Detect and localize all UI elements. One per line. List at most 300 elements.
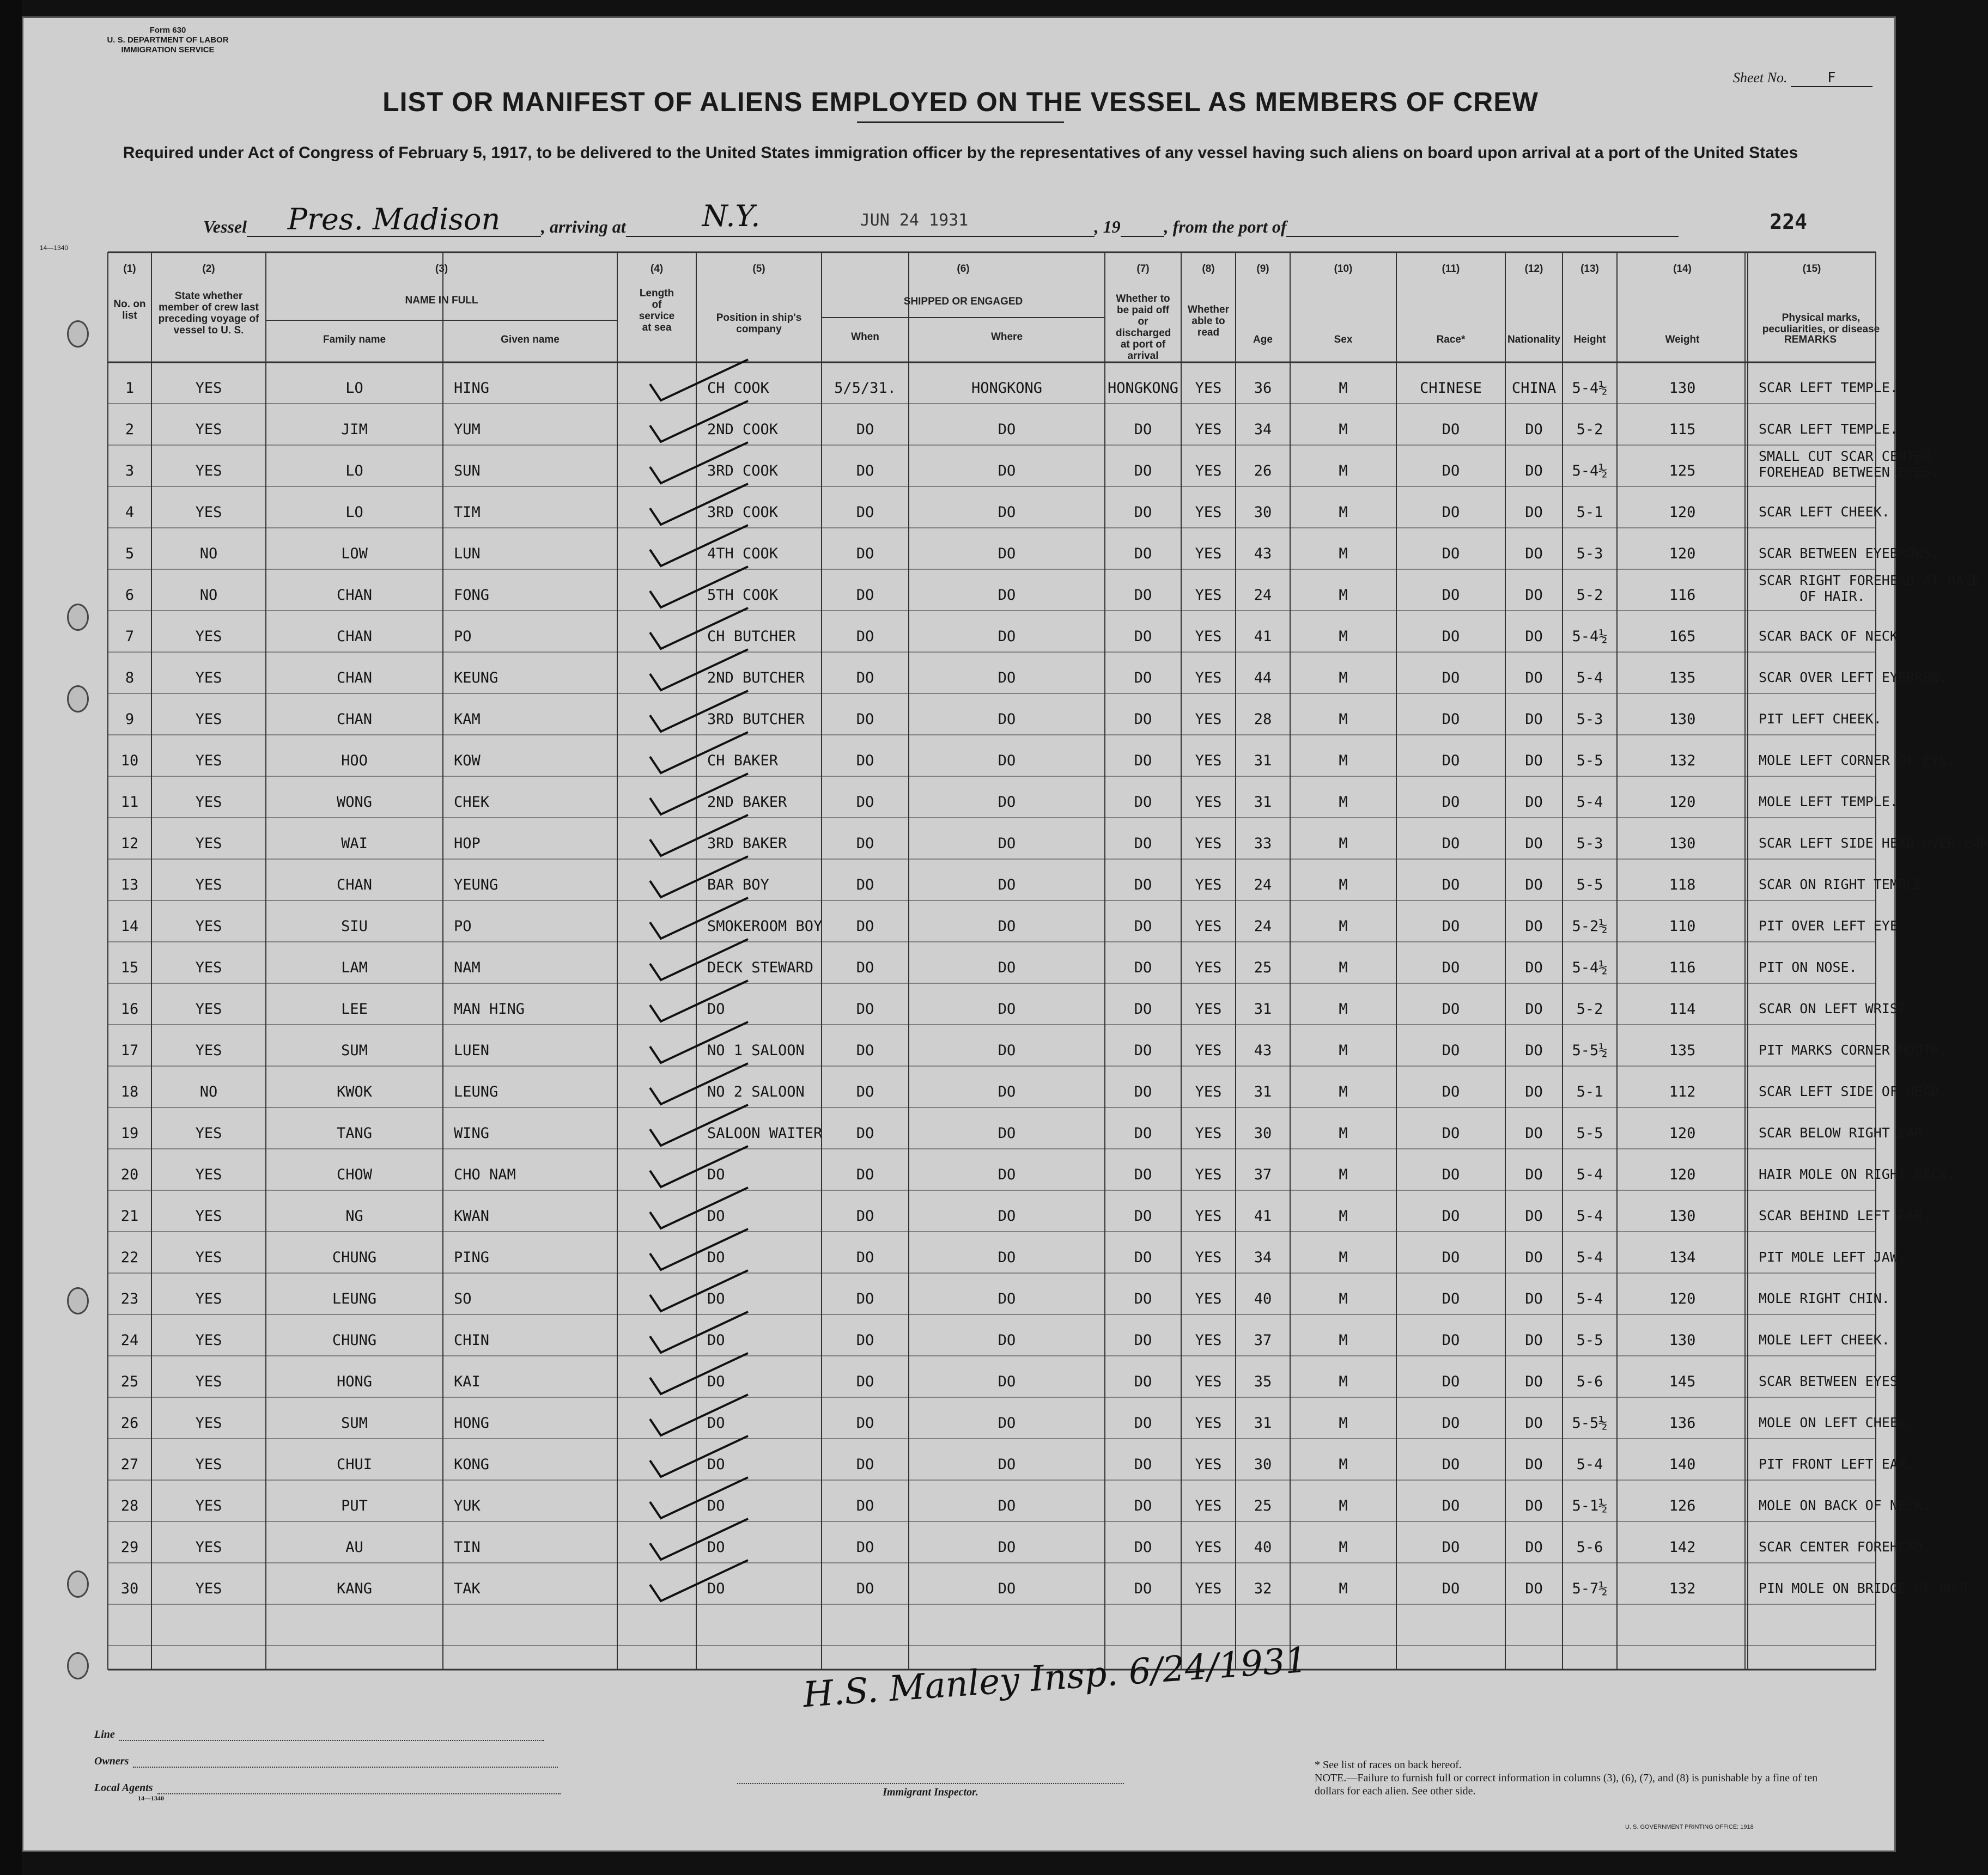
- cell-marks: MOLE LEFT CHEEK.: [1759, 1332, 1890, 1348]
- cell-where: DO: [998, 1415, 1016, 1432]
- cell-nat: DO: [1525, 835, 1543, 852]
- column-number: (12): [1524, 263, 1543, 275]
- cell-paid: DO: [1134, 1083, 1152, 1100]
- cell-nat: DO: [1525, 1166, 1543, 1183]
- cell-given: SUN: [454, 462, 481, 479]
- cell-given: MAN HING: [454, 1001, 525, 1018]
- cell-family: HOO: [341, 752, 368, 769]
- cell-race: DO: [1442, 959, 1460, 976]
- printer-imprint: U. S. GOVERNMENT PRINTING OFFICE: 1918: [1625, 1824, 1754, 1830]
- cell-given: CHO NAM: [454, 1166, 516, 1183]
- cell-us: YES: [195, 1125, 222, 1142]
- cell-race: DO: [1442, 628, 1460, 645]
- cell-sex: M: [1339, 1249, 1348, 1266]
- cell-family: LOW: [341, 545, 368, 562]
- cell-age: 31: [1254, 1415, 1272, 1432]
- cell-ht: 5-3: [1576, 835, 1603, 852]
- cell-no: 7: [125, 628, 135, 645]
- cell-wt: 118: [1669, 876, 1696, 893]
- cell-family: AU: [345, 1539, 363, 1556]
- cell-marks: SCAR BETWEEN EYES.: [1759, 1373, 1906, 1389]
- cell-no: 6: [125, 587, 135, 604]
- cell-read: YES: [1195, 711, 1222, 728]
- cell-read: YES: [1195, 1497, 1222, 1514]
- cell-age: 43: [1254, 1042, 1272, 1059]
- cell-read: YES: [1195, 1373, 1222, 1390]
- cell-paid: DO: [1134, 711, 1152, 728]
- cell-age: 33: [1254, 835, 1272, 852]
- cell-marks: SMALL CUT SCAR CENTER FOREHEAD BETWEEN EYES.: [1759, 448, 1940, 480]
- cell-given: SO: [454, 1290, 472, 1307]
- cell-us: NO: [199, 545, 218, 562]
- cell-ht: 5-5: [1576, 876, 1603, 893]
- cell-paid: DO: [1134, 1373, 1152, 1390]
- column-number: (6): [957, 263, 970, 275]
- cell-read: YES: [1195, 669, 1222, 686]
- cell-pos: DO: [707, 1001, 725, 1018]
- cell-age: 37: [1254, 1166, 1272, 1183]
- cell-when: DO: [856, 504, 874, 521]
- cell-paid: DO: [1134, 959, 1152, 976]
- cell-nat: CHINA: [1511, 380, 1557, 397]
- cell-pos: DO: [707, 1373, 725, 1390]
- cell-age: 44: [1254, 669, 1272, 686]
- cell-family: SUM: [341, 1415, 368, 1432]
- cell-age: 31: [1254, 1001, 1272, 1018]
- cell-given: YUM: [454, 421, 481, 438]
- cell-nat: DO: [1525, 794, 1543, 811]
- cell-us: YES: [195, 835, 222, 852]
- binder-hole: [67, 1287, 89, 1314]
- cell-wt: 130: [1669, 380, 1696, 397]
- cell-no: 9: [125, 711, 135, 728]
- cell-age: 31: [1254, 752, 1272, 769]
- cell-when: DO: [856, 1042, 874, 1059]
- cell-sex: M: [1339, 752, 1348, 769]
- cell-no: 12: [120, 835, 139, 852]
- owners-label: Owners: [94, 1755, 129, 1767]
- cell-wt: 140: [1669, 1456, 1696, 1473]
- cell-where: DO: [998, 504, 1016, 521]
- cell-age: 28: [1254, 711, 1272, 728]
- cell-wt: 126: [1669, 1497, 1696, 1514]
- cell-when: DO: [856, 835, 874, 852]
- cell-pos: 2ND BUTCHER: [707, 669, 805, 686]
- cell-read: YES: [1195, 587, 1222, 604]
- cell-us: YES: [195, 1249, 222, 1266]
- sheet-number-value: F: [1791, 70, 1873, 87]
- cell-where: DO: [998, 1001, 1016, 1018]
- cell-no: 25: [120, 1373, 139, 1390]
- inspector-signature: H.S. Manley Insp. 6/24/1931: [801, 1640, 1309, 1716]
- col-header-service: Length of service at sea: [639, 288, 675, 333]
- cell-nat: DO: [1525, 1497, 1543, 1514]
- vessel-label: Vessel: [203, 217, 247, 236]
- arriving-label: , arriving at: [541, 217, 626, 236]
- binder-hole: [67, 1652, 89, 1679]
- cell-sex: M: [1339, 421, 1348, 438]
- cell-sex: M: [1339, 587, 1348, 604]
- cell-paid: DO: [1134, 504, 1152, 521]
- cell-paid: DO: [1134, 1125, 1152, 1142]
- col-header-position: Position in ship's company: [716, 312, 802, 335]
- cell-given: KEUNG: [454, 669, 498, 686]
- cell-when: DO: [856, 421, 874, 438]
- cell-ht: 5-4: [1576, 1456, 1603, 1473]
- cell-when: DO: [856, 918, 874, 935]
- cell-when: DO: [856, 711, 874, 728]
- cell-us: YES: [195, 1042, 222, 1059]
- cell-no: 11: [120, 794, 139, 811]
- cell-sex: M: [1339, 1166, 1348, 1183]
- cell-where: DO: [998, 918, 1016, 935]
- line-field: [94, 1728, 561, 1741]
- cell-paid: DO: [1134, 876, 1152, 893]
- cell-us: YES: [195, 462, 222, 479]
- cell-nat: DO: [1525, 462, 1543, 479]
- cell-given: LEUNG: [454, 1083, 498, 1100]
- cell-marks: PIT FRONT LEFT EAR.: [1759, 1456, 1914, 1472]
- cell-read: YES: [1195, 1042, 1222, 1059]
- col-header-height: Height: [1573, 334, 1606, 345]
- cell-wt: 130: [1669, 1208, 1696, 1225]
- cell-paid: DO: [1134, 1580, 1152, 1597]
- cell-no: 2: [125, 421, 135, 438]
- cell-family: CHUI: [336, 1456, 373, 1473]
- cell-marks: SCAR BELOW RIGHT EAR.: [1759, 1125, 1931, 1141]
- cell-family: WONG: [336, 794, 373, 811]
- cell-family: KANG: [336, 1580, 373, 1597]
- column-number: (1): [123, 263, 136, 275]
- cell-sex: M: [1339, 835, 1348, 852]
- cell-where: DO: [998, 1373, 1016, 1390]
- cell-paid: DO: [1134, 1539, 1152, 1556]
- cell-us: YES: [195, 1497, 222, 1514]
- cell-sex: M: [1339, 876, 1348, 893]
- cell-us: YES: [195, 752, 222, 769]
- cell-family: SUM: [341, 1042, 368, 1059]
- cell-no: 19: [120, 1125, 139, 1142]
- cell-age: 32: [1254, 1580, 1272, 1597]
- page-number: 224: [1770, 210, 1807, 234]
- cell-sex: M: [1339, 1208, 1348, 1225]
- cell-pos: DO: [707, 1456, 725, 1473]
- cell-when: DO: [856, 1373, 874, 1390]
- cell-sex: M: [1339, 462, 1348, 479]
- cell-no: 24: [120, 1332, 139, 1349]
- cell-family: WAI: [341, 835, 368, 852]
- cell-ht: 5-4: [1576, 1290, 1603, 1307]
- col-header-age: Age: [1253, 334, 1273, 345]
- cell-race: DO: [1442, 1290, 1460, 1307]
- cell-ht: 5-2: [1576, 587, 1603, 604]
- vessel-name: Pres. Madison: [247, 203, 541, 237]
- cell-where: DO: [998, 1083, 1016, 1100]
- cell-marks: SCAR BEHIND LEFT EAR.: [1759, 1208, 1931, 1223]
- cell-age: 41: [1254, 1208, 1272, 1225]
- cell-ht: 5-5: [1576, 1125, 1603, 1142]
- cell-sex: M: [1339, 1332, 1348, 1349]
- cell-read: YES: [1195, 876, 1222, 893]
- cell-nat: DO: [1525, 1415, 1543, 1432]
- cell-family: TANG: [336, 1125, 373, 1142]
- cell-nat: DO: [1525, 876, 1543, 893]
- col-header-sex: Sex: [1334, 334, 1353, 345]
- cell-no: 16: [120, 1001, 139, 1018]
- cell-when: DO: [856, 876, 874, 893]
- cell-paid: DO: [1134, 1166, 1152, 1183]
- inspector-line: Immigrant Inspector.: [737, 1783, 1124, 1799]
- cell-wt: 135: [1669, 1042, 1696, 1059]
- column-number: (11): [1442, 263, 1460, 275]
- cell-where: DO: [998, 669, 1016, 686]
- cell-no: 20: [120, 1166, 139, 1183]
- cell-sex: M: [1339, 380, 1348, 397]
- cell-ht: 5-5½: [1572, 1042, 1608, 1059]
- cell-age: 34: [1254, 1249, 1272, 1266]
- cell-age: 25: [1254, 1497, 1272, 1514]
- cell-race: DO: [1442, 711, 1460, 728]
- cell-age: 26: [1254, 462, 1272, 479]
- cell-paid: DO: [1134, 794, 1152, 811]
- cell-read: YES: [1195, 1415, 1222, 1432]
- cell-no: 4: [125, 504, 135, 521]
- cell-ht: 5-4½: [1572, 628, 1608, 645]
- cell-family: CHAN: [336, 876, 373, 893]
- cell-marks: PIT OVER LEFT EYE.: [1759, 918, 1906, 934]
- cell-no: 28: [120, 1497, 139, 1514]
- cell-family: LO: [345, 462, 363, 479]
- cell-sex: M: [1339, 1042, 1348, 1059]
- cell-nat: DO: [1525, 1042, 1543, 1059]
- cell-sex: M: [1339, 1415, 1348, 1432]
- cell-given: KAI: [454, 1373, 481, 1390]
- cell-ht: 5-1: [1576, 1083, 1603, 1100]
- cell-where: DO: [998, 1290, 1016, 1307]
- cell-pos: 3RD BAKER: [707, 835, 787, 852]
- cell-nat: DO: [1525, 504, 1543, 521]
- cell-given: KAM: [454, 711, 481, 728]
- cell-race: DO: [1442, 918, 1460, 935]
- cell-paid: DO: [1134, 835, 1152, 852]
- cell-pos: SALOON WAITER: [707, 1125, 823, 1142]
- cell-paid: DO: [1134, 1332, 1152, 1349]
- cell-age: 24: [1254, 587, 1272, 604]
- cell-read: YES: [1195, 752, 1222, 769]
- cell-us: YES: [195, 1456, 222, 1473]
- col-header-nationality: Nationality: [1507, 334, 1561, 345]
- cell-where: DO: [998, 959, 1016, 976]
- cell-pos: 2ND BAKER: [707, 794, 787, 811]
- cell-family: LO: [345, 380, 363, 397]
- cell-marks: MOLE ON LEFT CHEEK.: [1759, 1415, 1914, 1430]
- cell-marks: SCAR RIGHT FOREHEAD AT BASE OF HAIR.: [1759, 573, 1980, 604]
- cell-pos: DO: [707, 1249, 725, 1266]
- cell-sex: M: [1339, 918, 1348, 935]
- cell-wt: 130: [1669, 711, 1696, 728]
- cell-given: PING: [454, 1249, 490, 1266]
- col-header-paid-off: Whether to be paid off or discharged at port of arrival: [1116, 293, 1171, 362]
- column-number: (4): [650, 263, 664, 275]
- cell-read: YES: [1195, 1456, 1222, 1473]
- cell-us: YES: [195, 711, 222, 728]
- cell-ht: 5-2: [1576, 1001, 1603, 1018]
- agents-field: [94, 1782, 561, 1794]
- cell-when: DO: [856, 1083, 874, 1100]
- cell-paid: DO: [1134, 545, 1152, 562]
- cell-nat: DO: [1525, 1332, 1543, 1349]
- cell-pos: 2ND COOK: [707, 421, 779, 438]
- cell-family: CHAN: [336, 669, 373, 686]
- cell-read: YES: [1195, 545, 1222, 562]
- scan-edge: [0, 0, 22, 1875]
- cell-read: YES: [1195, 1208, 1222, 1225]
- cell-no: 26: [120, 1415, 139, 1432]
- cell-ht: 5-1: [1576, 504, 1603, 521]
- cell-age: 43: [1254, 545, 1272, 562]
- cell-nat: DO: [1525, 1249, 1543, 1266]
- cell-when: DO: [856, 794, 874, 811]
- cell-when: DO: [856, 462, 874, 479]
- cell-us: YES: [195, 1290, 222, 1307]
- cell-where: DO: [998, 462, 1016, 479]
- cell-paid: DO: [1134, 1208, 1152, 1225]
- service-name: IMMIGRATION SERVICE: [121, 45, 215, 54]
- col-header-physical-marks: Physical marks, peculiarities, or disease: [1762, 312, 1880, 335]
- cell-age: 34: [1254, 421, 1272, 438]
- col-header-when: When: [851, 331, 879, 343]
- cell-when: DO: [856, 1456, 874, 1473]
- cell-race: DO: [1442, 1208, 1460, 1225]
- cell-read: YES: [1195, 1580, 1222, 1597]
- cell-pos: SMOKEROOM BOY: [707, 918, 823, 935]
- col-header-family-name: Family name: [323, 334, 386, 345]
- cell-paid: HONGKONG: [1107, 380, 1179, 397]
- column-number: (15): [1802, 263, 1821, 275]
- cell-when: DO: [856, 1415, 874, 1432]
- cell-wt: 132: [1669, 1580, 1696, 1597]
- cell-marks: SCAR ON LEFT WRIST.: [1759, 1001, 1914, 1016]
- cell-when: DO: [856, 628, 874, 645]
- cell-pos: DO: [707, 1539, 725, 1556]
- cell-us: YES: [195, 628, 222, 645]
- cell-race: DO: [1442, 1497, 1460, 1514]
- cell-given: KOW: [454, 752, 481, 769]
- cell-pos: CH BAKER: [707, 752, 779, 769]
- cell-age: 25: [1254, 959, 1272, 976]
- cell-no: 15: [120, 959, 139, 976]
- cell-ht: 5-6: [1576, 1539, 1603, 1556]
- cell-us: YES: [195, 1373, 222, 1390]
- cell-ht: 5-4: [1576, 669, 1603, 686]
- cell-given: FONG: [454, 587, 490, 604]
- cell-where: DO: [998, 1208, 1016, 1225]
- cell-wt: 114: [1669, 1001, 1696, 1018]
- cell-paid: DO: [1134, 628, 1152, 645]
- cell-where: DO: [998, 752, 1016, 769]
- cell-where: DO: [998, 1249, 1016, 1266]
- cell-marks: SCAR BACK OF NECK.: [1759, 628, 1906, 644]
- cell-sex: M: [1339, 669, 1348, 686]
- cell-ht: 5-1½: [1572, 1497, 1608, 1514]
- cell-paid: DO: [1134, 1290, 1152, 1307]
- cell-read: YES: [1195, 1001, 1222, 1018]
- cell-marks: SCAR LEFT TEMPLE.: [1759, 421, 1898, 437]
- cell-ht: 5-5: [1576, 1332, 1603, 1349]
- cell-race: DO: [1442, 752, 1460, 769]
- cell-given: CHIN: [454, 1332, 490, 1349]
- cell-where: DO: [998, 1332, 1016, 1349]
- cell-marks: HAIR MOLE ON RIGHT NECK.: [1759, 1166, 1956, 1182]
- cell-given: PO: [454, 628, 472, 645]
- cell-paid: DO: [1134, 587, 1152, 604]
- cell-ht: 5-5: [1576, 752, 1603, 769]
- cell-pos: 3RD COOK: [707, 504, 779, 521]
- cell-race: DO: [1442, 587, 1460, 604]
- binder-hole: [67, 685, 89, 713]
- cell-where: DO: [998, 1166, 1016, 1183]
- cell-race: DO: [1442, 1456, 1460, 1473]
- cell-marks: MOLE LEFT TEMPLE.: [1759, 794, 1898, 809]
- cell-given: PO: [454, 918, 472, 935]
- col-header-given-name: Given name: [501, 334, 560, 345]
- cell-read: YES: [1195, 959, 1222, 976]
- cell-pos: NO 2 SALOON: [707, 1083, 805, 1100]
- cell-given: TIN: [454, 1539, 481, 1556]
- cell-nat: DO: [1525, 1001, 1543, 1018]
- cell-nat: DO: [1525, 669, 1543, 686]
- cell-when: DO: [856, 1497, 874, 1514]
- cell-wt: 165: [1669, 628, 1696, 645]
- cell-no: 18: [120, 1083, 139, 1100]
- cell-us: YES: [195, 1208, 222, 1225]
- cell-given: YEUNG: [454, 876, 498, 893]
- cell-pos: DO: [707, 1415, 725, 1432]
- cell-no: 27: [120, 1456, 139, 1473]
- cell-race: CHINESE: [1420, 380, 1482, 397]
- binder-hole: [67, 604, 89, 631]
- cell-age: 30: [1254, 504, 1272, 521]
- cell-paid: DO: [1134, 1001, 1152, 1018]
- sheet-number-label: Sheet No.: [1732, 70, 1788, 86]
- cell-wt: 120: [1669, 1166, 1696, 1183]
- cell-pos: 3RD BUTCHER: [707, 711, 805, 728]
- cell-no: 21: [120, 1208, 139, 1225]
- cell-pos: DO: [707, 1580, 725, 1597]
- cell-read: YES: [1195, 794, 1222, 811]
- cell-us: YES: [195, 918, 222, 935]
- cell-sex: M: [1339, 1539, 1348, 1556]
- cell-ht: 5-2½: [1572, 918, 1608, 935]
- cell-nat: DO: [1525, 1083, 1543, 1100]
- footer-fields: [94, 1728, 561, 1803]
- cell-sex: M: [1339, 1373, 1348, 1390]
- cell-marks: PIT LEFT CHEEK.: [1759, 711, 1882, 727]
- cell-no: 30: [120, 1580, 139, 1597]
- cell-wt: 136: [1669, 1415, 1696, 1432]
- cell-sex: M: [1339, 504, 1348, 521]
- cell-us: YES: [195, 504, 222, 521]
- cell-us: YES: [195, 876, 222, 893]
- owners-field: [94, 1755, 561, 1768]
- cell-ht: 5-7½: [1572, 1580, 1608, 1597]
- cell-ht: 5-4: [1576, 1249, 1603, 1266]
- cell-marks: SCAR LEFT SIDE OF HEAD.: [1759, 1083, 1948, 1099]
- cell-read: YES: [1195, 1166, 1222, 1183]
- cell-ht: 5-4½: [1572, 959, 1608, 976]
- cell-family: PUT: [341, 1497, 368, 1514]
- cell-age: 40: [1254, 1539, 1272, 1556]
